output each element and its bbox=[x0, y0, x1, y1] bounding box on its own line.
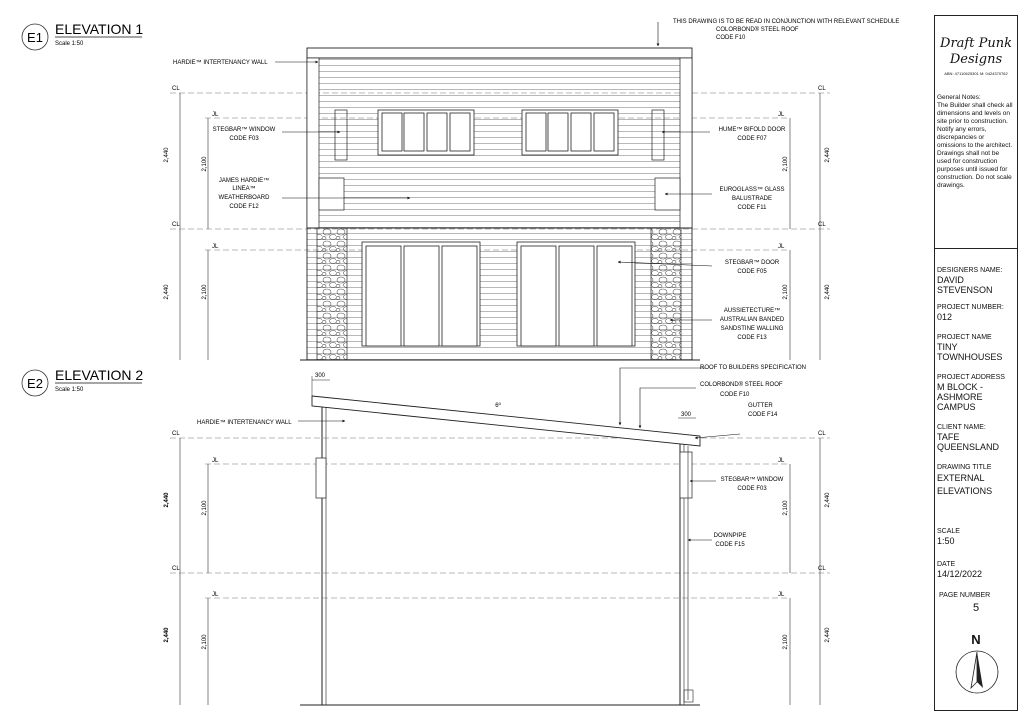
e1-stone-code: CODE F13 bbox=[737, 335, 767, 341]
e1-cl-mid-right: CL bbox=[818, 222, 826, 228]
date-label: DATE bbox=[937, 561, 956, 568]
project-number-value: 012 bbox=[937, 312, 953, 322]
e2-dim-storey-left-1: 2,440 bbox=[164, 492, 170, 508]
e1-glass-l2: BALUSTRADE bbox=[731, 196, 773, 202]
drawing-title-label: DRAWING TITLE bbox=[937, 464, 992, 471]
e1-dim-opening-left-2: 2,100 bbox=[202, 284, 208, 300]
e1-door-code: CODE F05 bbox=[737, 269, 767, 275]
notes-title: General Notes: bbox=[937, 94, 981, 101]
e1-window-right bbox=[522, 110, 618, 155]
client-label: CLIENT NAME: bbox=[937, 424, 986, 431]
e1-stone-l3: SANDSTINE WALLING bbox=[720, 326, 784, 332]
e2-dim-opening-right-2: 2,100 bbox=[783, 634, 789, 650]
north-label: N bbox=[971, 632, 981, 647]
e2-badge: E2 bbox=[27, 376, 43, 391]
e2-overhang-right: 300 bbox=[680, 412, 692, 418]
e2-jl-mid-right: JL bbox=[778, 592, 785, 598]
e1-window-code: CODE F03 bbox=[229, 136, 259, 142]
client-value-1: TAFE bbox=[937, 432, 960, 442]
e2-gutter-label: GUTTER bbox=[748, 403, 773, 409]
e1-weatherboard-code: CODE F12 bbox=[229, 204, 259, 210]
e1-glass-code: CODE F11 bbox=[737, 205, 767, 211]
e1-bifold-label: HUME™ BIFOLD DOOR bbox=[718, 127, 786, 133]
designer-value-2: STEVENSON bbox=[937, 285, 993, 295]
abn-line: ABN: 47110625301 M: 0424370762 bbox=[944, 71, 1008, 76]
date-value: 14/12/2022 bbox=[937, 569, 983, 579]
e1-title: ELEVATION 1 bbox=[55, 21, 144, 37]
project-name-label: PROJECT NAME bbox=[937, 334, 992, 341]
e1-glass-l1: EUROGLASS™ GLASS bbox=[719, 187, 785, 193]
project-name-value-2: TOWNHOUSES bbox=[937, 352, 1003, 362]
e1-jl-top-right: JL bbox=[778, 112, 785, 118]
project-address-value-2: ASHMORE bbox=[937, 392, 983, 402]
e1-building bbox=[300, 48, 700, 360]
e1-roof-label: COLORBOND® STEEL ROOF bbox=[716, 27, 799, 33]
scale-value: 1:50 bbox=[937, 536, 955, 546]
e1-badge: E1 bbox=[27, 30, 43, 45]
e1-jl-mid-right: JL bbox=[778, 244, 785, 250]
e2-dim-storey-right-2: 2,440 bbox=[825, 627, 831, 643]
north-arrow-icon bbox=[953, 648, 1001, 696]
general-notes: The Builder shall check all dimensions and levels on site prior to construction. Notify any errors, discrepancies or omissions to the architect. Drawings shall not be used for construction purposes until issued for construction. Do not scale drawings. bbox=[937, 102, 1013, 189]
e2-heading bbox=[22, 367, 143, 396]
e1-dim-storey-right-2: 2,440 bbox=[825, 284, 831, 300]
e1-jl-mid-left: JL bbox=[212, 244, 219, 250]
e1-roof-code: CODE F10 bbox=[716, 35, 746, 41]
e2-roof-label: COLORBOND® STEEL ROOF bbox=[700, 382, 783, 388]
e1-bifold-code: CODE F07 bbox=[737, 136, 767, 142]
project-name-value-1: TINY bbox=[937, 342, 958, 352]
e1-stone-l1: AUSSIETECTURE™ bbox=[723, 308, 781, 314]
elevation-1 bbox=[22, 19, 899, 360]
e1-stone-l2: AUSTRALIAN BANDED bbox=[719, 317, 785, 323]
project-number-label: PROJECT NUMBER: bbox=[937, 304, 1004, 311]
e2-cl-mid-right: CL bbox=[818, 566, 826, 572]
e1-scale: Scale 1:50 bbox=[55, 41, 84, 47]
e2-window-label: STEGBAR™ WINDOW bbox=[720, 477, 784, 483]
e2-leaders bbox=[298, 368, 740, 540]
e2-jl-top-left: JL bbox=[212, 458, 219, 464]
project-address-value-1: M BLOCK - bbox=[937, 382, 984, 392]
e2-overhang-left: 300 bbox=[314, 373, 326, 379]
e1-door-right bbox=[517, 242, 635, 346]
e1-dim-opening-right-2: 2,100 bbox=[783, 284, 789, 300]
e1-dim-opening-right-1: 2,100 bbox=[783, 156, 789, 172]
e2-wall-label: HARDIE™ INTERTENANCY WALL bbox=[197, 420, 292, 426]
e1-dim-storey-right-1: 2,440 bbox=[825, 147, 831, 163]
e2-roof-code: CODE F10 bbox=[720, 392, 750, 398]
e1-jl-top-left: JL bbox=[212, 112, 219, 118]
page-number-value: 5 bbox=[972, 602, 980, 614]
logo-line1: Draft Punk bbox=[940, 36, 1012, 51]
e2-dim-storey-left-2: 2,440 bbox=[164, 627, 170, 643]
e1-dim-storey-left-1: 2,440 bbox=[164, 147, 170, 163]
e1-dim-opening-left-1: 2,100 bbox=[202, 156, 208, 172]
e1-heading bbox=[22, 21, 143, 50]
e1-door-label: STEGBAR™ DOOR bbox=[724, 260, 780, 266]
e2-downpipe-label: DOWNPIPE bbox=[713, 533, 747, 539]
project-address-value-3: CAMPUS bbox=[937, 402, 976, 412]
e2-jl-mid-left: JL bbox=[212, 592, 219, 598]
elevation-2 bbox=[22, 365, 831, 705]
e2-downpipe-code: CODE F15 bbox=[715, 542, 745, 548]
e2-cl-top-right: CL bbox=[818, 431, 826, 437]
drawing-title-value-1: EXTERNAL bbox=[937, 473, 985, 483]
e2-scale: Scale 1:50 bbox=[55, 387, 84, 393]
drawing-title-value-2: ELEVATIONS bbox=[937, 486, 993, 496]
e2-level-lines bbox=[170, 438, 830, 598]
e2-cl-mid-left: CL bbox=[172, 566, 180, 572]
e1-cl-top-right: CL bbox=[818, 86, 826, 92]
logo-line2: Designs bbox=[949, 52, 1003, 67]
title-block bbox=[934, 15, 1018, 711]
e1-window-label: STEGBAR™ WINDOW bbox=[212, 127, 276, 133]
e2-cl-top-left: CL bbox=[172, 431, 180, 437]
e2-pitch: 6º bbox=[495, 403, 501, 409]
e1-cl-mid-left: CL bbox=[172, 222, 180, 228]
e1-door-left bbox=[362, 242, 480, 346]
e2-window-code: CODE F03 bbox=[737, 486, 767, 492]
e1-weatherboard-l3: WEATHERBOARD bbox=[218, 195, 270, 201]
scale-label: SCALE bbox=[937, 528, 960, 535]
e2-roof-spec: ROOF TO BUILDERS SPECIFICATION bbox=[700, 365, 807, 371]
e1-window-left bbox=[378, 110, 474, 155]
e1-cl-top-left: CL bbox=[172, 86, 180, 92]
e2-dim-opening-right-1: 2,100 bbox=[783, 500, 789, 516]
e2-title: ELEVATION 2 bbox=[55, 367, 144, 383]
e1-dim-storey-left-2: 2,440 bbox=[164, 284, 170, 300]
designer-value-1: DAVID bbox=[937, 275, 964, 285]
e2-dim-opening-left-2: 2,100 bbox=[202, 634, 208, 650]
e1-weatherboard-l2: LINEA™ bbox=[232, 186, 256, 192]
e2-jl-top-right: JL bbox=[778, 458, 785, 464]
e2-dim-opening-left-1: 2,100 bbox=[202, 500, 208, 516]
designer-label: DESIGNERS NAME: bbox=[937, 267, 1003, 274]
page-number-label: PAGE NUMBER bbox=[939, 592, 991, 599]
e1-weatherboard-l1: JAMES HARDIE™ bbox=[218, 178, 270, 184]
project-address-label: PROJECT ADDRESS bbox=[937, 374, 1005, 381]
e2-dim-storey-right-1: 2,440 bbox=[825, 492, 831, 508]
e1-note-schedule: THIS DRAWING IS TO BE READ IN CONJUNCTION WITH RELEVANT SCHEDULE bbox=[673, 19, 900, 25]
client-value-2: QUEENSLAND bbox=[937, 442, 1000, 452]
e2-gutter-code: CODE F14 bbox=[748, 412, 778, 418]
e1-wall-label: HARDIE™ INTERTENANCY WALL bbox=[173, 60, 268, 66]
